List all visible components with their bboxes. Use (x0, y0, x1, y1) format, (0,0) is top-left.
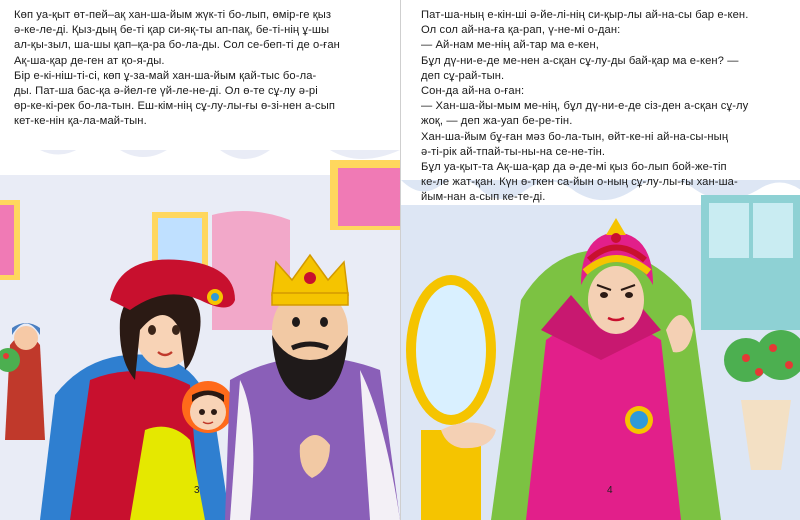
text-line: өр-ке-кі-рек бо-ла-тын. Еш-кім-нің сұ-лу-лы-ғы ө-зі-нен а-сып (14, 100, 335, 113)
right-paragraph-2 (421, 38, 789, 53)
left-paragraph-2 (14, 69, 386, 130)
text-line: Хан-ша-йым бұ-ған мәз бо-ла-тын, өйт-ке-ні ай-на-сы-ның (421, 130, 729, 143)
text-line: Бұл уа-қыт-та Ақ-ша-қар да ә-де-мі қыз бо-лып бой-же-тіп (421, 161, 727, 174)
text-line: ә-ке-ле-ді. Қыз-дың бе-ті қар си-яқ-ты ап-пақ, бе-ті-нің ұ-шы (14, 24, 330, 37)
text-line: ә-ті-рік ай-тпай-ты-ны-на се-не-тін. (421, 145, 606, 158)
text-line: ды. Пат-ша бас-қа ә-йел-ге үй-ле-не-ді. Ол ө-те сұ-лу ә-рі (14, 85, 318, 98)
right-page (400, 0, 800, 520)
text-line: ке-ле жат-қан. Күн ө-ткен са-йын о-ның сұ-лу-лы-ғы хан-ша- (421, 176, 738, 189)
left-paragraph-1 (14, 8, 386, 69)
right-paragraph-3 (421, 54, 789, 84)
text-line: Сон-да ай-на о-ған: (421, 85, 525, 98)
text-line: Пат-ша-ның е-кін-ші ә-йе-лі-нің си-қыр-лы ай-на-сы бар е-кен. (421, 9, 749, 21)
right-paragraph-7 (421, 160, 789, 206)
text-line: Ол сол ай-на-ға қа-рап, ү-не-мі о-дан: (421, 24, 621, 37)
page-number-left: 3 (194, 485, 200, 496)
right-paragraph-5 (421, 99, 789, 129)
text-line: Бұл дү-ни-е-де ме-нен а-сқан сұ-лу-ды бай-қар ма е-кен? — (421, 54, 739, 67)
text-line: — Ай-нам ме-нің ай-тар ма е-кен, (421, 39, 599, 52)
right-paragraph-6 (421, 130, 789, 160)
left-page-text (14, 8, 386, 130)
page-number-right: 4 (607, 485, 613, 496)
text-line: жоқ, — деп жа-уап бе-ре-тін. (421, 115, 573, 128)
right-paragraph-4 (421, 84, 789, 99)
text-line: кет-ке-нін қа-ла-май-тын. (14, 115, 147, 128)
text-line: Бір е-кі-ніш-ті-сі, көп ұ-за-май хан-ша-йым қай-тыс бо-ла- (14, 69, 317, 82)
text-line: — Хан-ша-йы-мым ме-нің, бұл дү-ни-е-де сіз-ден а-сқан сұ-лу (421, 100, 749, 113)
text-line: ал-қы-зыл, ша-шы қап–қа-ра бо-ла-ды. Сол се-беп-ті де о-ған (14, 39, 340, 52)
text-line: Көп уа-қыт өт-пей–ақ хан-ша-йым жүк-ті бо-лып, өмір-ге қыз (14, 9, 332, 21)
text-line: йым-нан а-сып ке-те-ді. (421, 191, 546, 204)
right-page-text (421, 8, 789, 206)
right-paragraph-1 (421, 8, 789, 38)
text-line: Ақ-ша-қар де-ген ат қо-я-ды. (14, 54, 165, 67)
text-line: деп сұ-рай-тын. (421, 69, 505, 82)
